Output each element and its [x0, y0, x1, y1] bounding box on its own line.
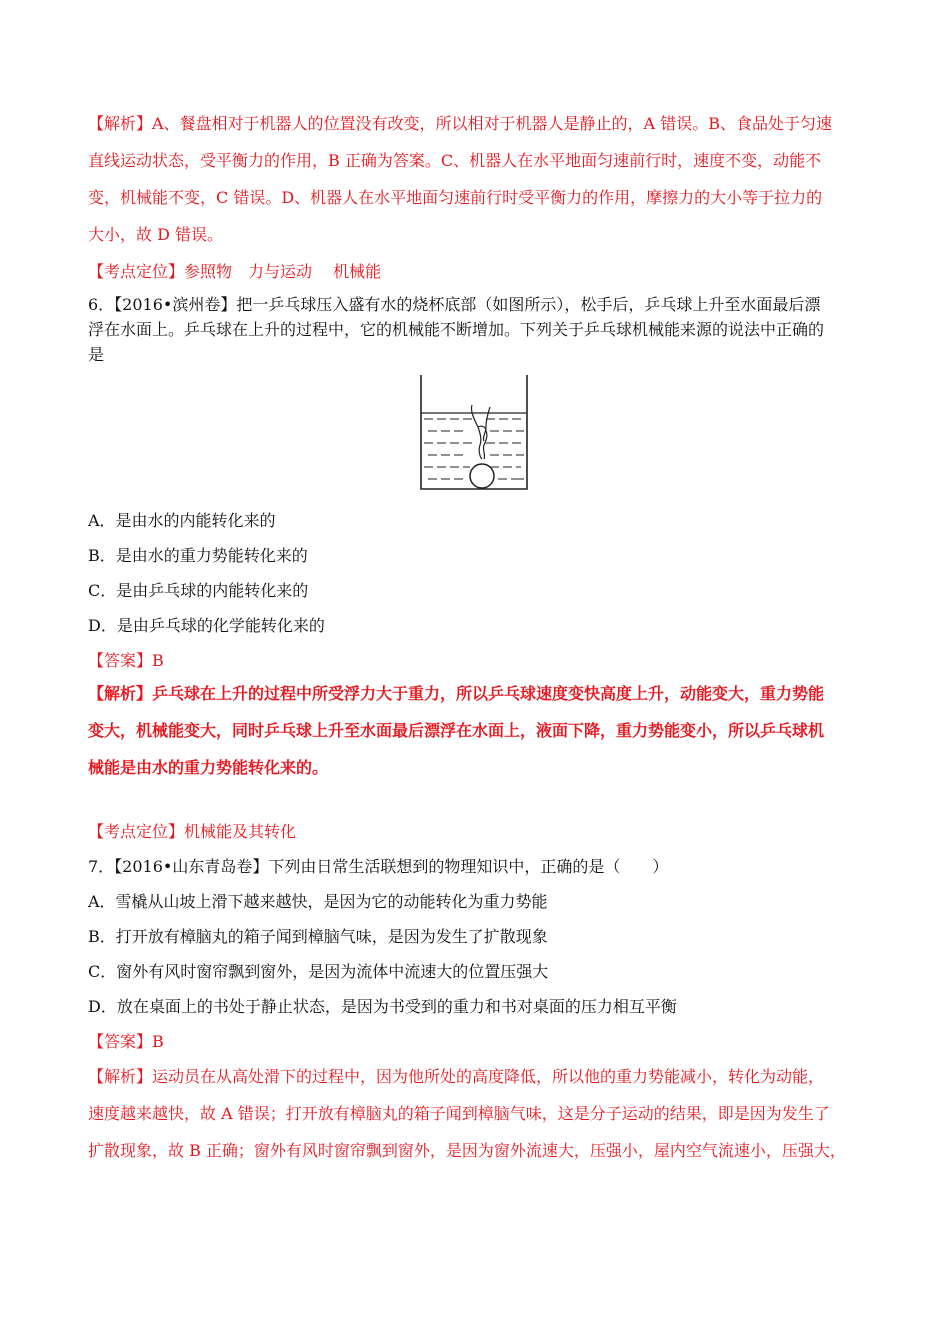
- q7-analysis-line-2: 速度越来越快，故 A 错误；打开放有樟脑丸的箱子闻到樟脑气味，这是分子运动的结果，即是因为发生了: [88, 1104, 830, 1123]
- q5-analysis-line-3: 变，机械能不变，C 错误。D、机器人在水平地面匀速前行时受平衡力的作用，摩擦力的大小等于拉力的: [88, 188, 823, 207]
- q6-option-a: A．是由水的内能转化来的: [88, 511, 276, 530]
- q6-topic: 【考点定位】机械能及其转化: [88, 822, 297, 841]
- q5-analysis-line-2: 直线运动状态，受平衡力的作用，B 正确为答案。C、机器人在水平地面匀速前行时，速度不变，动能不: [88, 151, 822, 170]
- q7-analysis-line-3: 扩散现象，故 B 正确；窗外有风时窗帘飘到窗外，是因为窗外流速大，压强小，屋内空气流速小，压强大，: [88, 1141, 846, 1160]
- beaker-ball-diagram: [420, 375, 530, 499]
- q7-analysis-line-1: 【解析】运动员在从高处滑下的过程中，因为他所处的高度降低，所以他的重力势能减小，转化为动能，: [88, 1067, 825, 1086]
- ping-pong-ball: [470, 464, 494, 488]
- q6-stem-line-1: 6．【2016•滨州卷】把一乒乓球压入盛有水的烧杯底部（如图所示），松手后，乒乓球上升至水面最后漂: [88, 295, 821, 314]
- document-page: [88, 112, 863, 1163]
- q7-stem: 7．【2016•山东青岛卷】下列由日常生活联想到的物理知识中，正确的是（ ）: [88, 857, 669, 876]
- q7-option-a: A．雪橇从山坡上滑下越来越快，是因为它的动能转化为重力势能: [88, 892, 548, 911]
- q5-topic: 【考点定位】参照物 力与运动 机械能: [88, 262, 382, 281]
- q6-option-c: C．是由乒乓球的内能转化来的: [88, 581, 309, 600]
- q6-analysis-line-2: 变大，机械能变大，同时乒乓球上升至水面最后漂浮在水面上，液面下降，重力势能变小，所以乒乓球机: [88, 721, 825, 740]
- q5-analysis-line-1: 【解析】A、餐盘相对于机器人的位置没有改变，所以相对于机器人是静止的，A 错误。B、食品处于匀速: [88, 114, 832, 133]
- q6-figure: [88, 375, 863, 499]
- q6-stem-line-2: 浮在水面上。乒乓球在上升的过程中，它的机械能不断增加。下列关于乒乓球机械能来源的说法中正确的: [88, 320, 825, 339]
- q6-option-d: D．是由乒乓球的化学能转化来的: [88, 616, 325, 635]
- q6-option-b: B．是由水的重力势能转化来的: [88, 546, 308, 565]
- q6-answer: 【答案】B: [88, 651, 164, 670]
- q6-stem-line-3: 是: [88, 345, 105, 364]
- q6-analysis-line-3: 械能是由水的重力势能转化来的。: [88, 758, 329, 777]
- q7-option-d: D．放在桌面上的书处于静止状态，是因为书受到的重力和书对桌面的压力相互平衡: [88, 997, 677, 1016]
- q6-analysis-line-1: 【解析】乒乓球在上升的过程中所受浮力大于重力，所以乒乓球速度变快高度上升，动能变大，重力势能: [88, 684, 825, 703]
- q7-answer: 【答案】B: [88, 1032, 164, 1051]
- q5-analysis-line-4: 大小，故 D 错误。: [88, 225, 224, 244]
- q7-option-c: C．窗外有风时窗帘飘到窗外，是因为流体中流速大的位置压强大: [88, 962, 549, 981]
- q7-option-b: B．打开放有樟脑丸的箱子闻到樟脑气味，是因为发生了扩散现象: [88, 927, 548, 946]
